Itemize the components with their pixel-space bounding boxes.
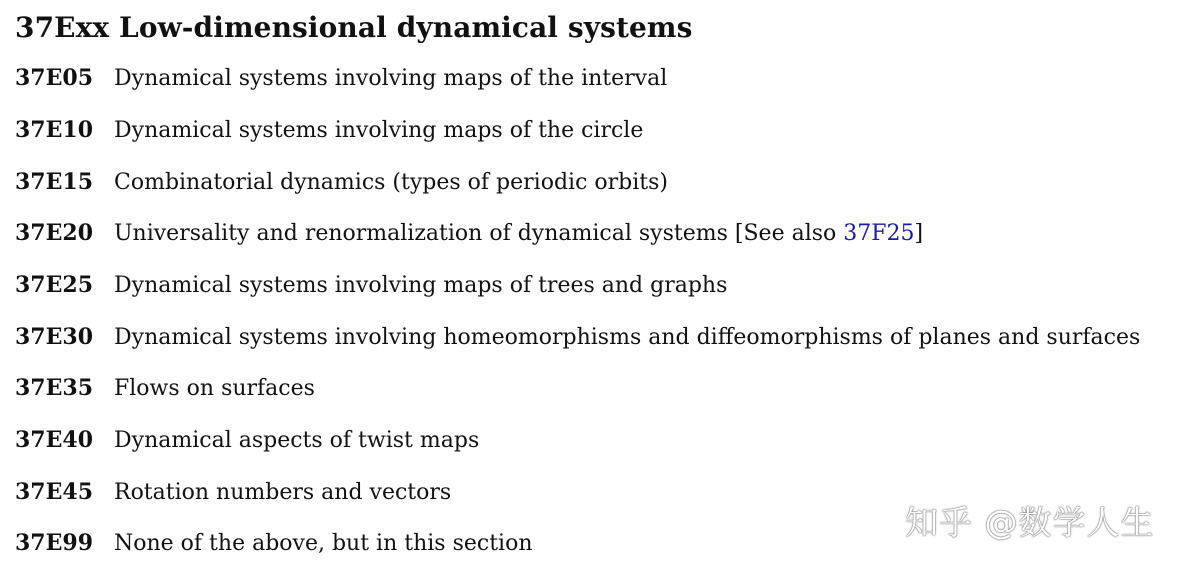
entry-code: 37E99 (15, 530, 93, 556)
see-also-suffix: ] (914, 221, 924, 246)
entry-description: Dynamical systems involving maps of the interval (114, 66, 668, 91)
entry-code: 37E35 (15, 375, 93, 401)
see-also-prefix: [See also (734, 221, 844, 246)
classification-entry (15, 323, 1140, 352)
classification-entry (15, 64, 667, 93)
entry-description: Dynamical aspects of twist maps (114, 428, 480, 453)
classification-entry (15, 426, 479, 455)
classification-entry (15, 529, 533, 558)
section-heading: 37Exx Low-dimensional dynamical systems (15, 11, 693, 44)
classification-entry (15, 478, 451, 507)
classification-entry (15, 374, 315, 403)
classification-entry (15, 219, 923, 248)
entry-description: Dynamical systems involving homeomorphisms and diffeomorphisms of planes and surfaces (114, 325, 1141, 350)
entry-description: Combinatorial dynamics (types of periodic orbits) (114, 170, 668, 195)
entry-description: Dynamical systems involving maps of the circle (114, 118, 644, 143)
entry-code: 37E10 (15, 117, 93, 143)
classification-entry (15, 271, 727, 300)
entry-code: 37E40 (15, 427, 93, 453)
entry-code: 37E15 (15, 169, 93, 195)
see-also-link[interactable]: 37F25 (843, 221, 915, 246)
entry-code: 37E45 (15, 479, 93, 505)
entry-description: None of the above, but in this section (114, 531, 533, 556)
entry-code: 37E20 (15, 220, 93, 246)
watermark: 知乎 @数学人生 (905, 503, 1155, 542)
entry-description: Universality and renormalization of dynamical systems (114, 221, 728, 246)
entry-description: Dynamical systems involving maps of trees and graphs (114, 273, 728, 298)
entry-code: 37E25 (15, 272, 93, 298)
entry-description: Flows on surfaces (114, 376, 315, 401)
entry-description: Rotation numbers and vectors (114, 480, 452, 505)
classification-entry (15, 116, 643, 145)
classification-entry (15, 168, 668, 197)
entry-code: 37E05 (15, 65, 93, 91)
entry-code: 37E30 (15, 324, 93, 350)
